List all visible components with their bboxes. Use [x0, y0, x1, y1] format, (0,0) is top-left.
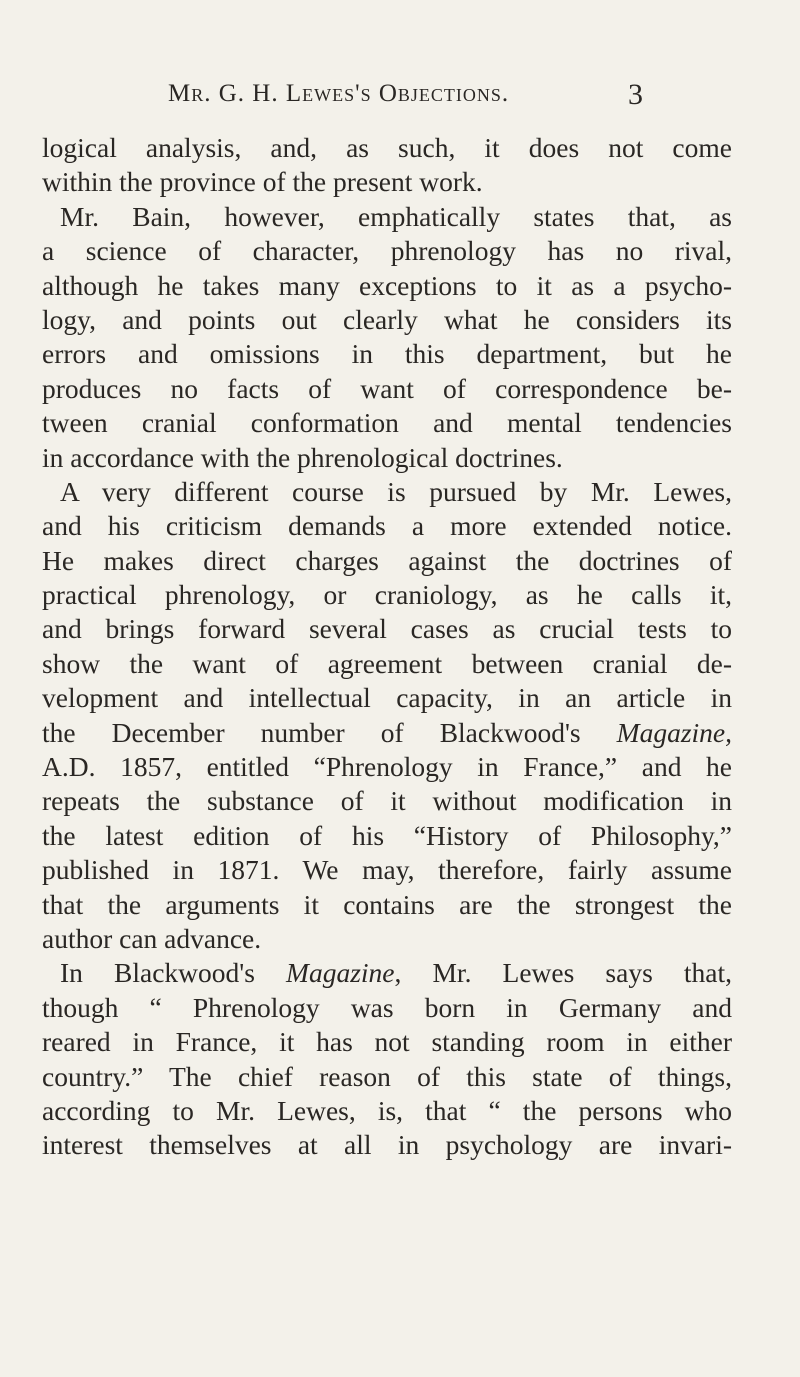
text-line: interest themselves at all in psychology are invari-	[42, 1129, 732, 1161]
text-line: logical analysis, and, as such, it does not come	[42, 132, 732, 163]
text-line: repeats the substance of it without modification in	[42, 785, 732, 817]
text-line: errors and omissions in this department, but he	[42, 338, 732, 370]
text-line: A very different course is pursued by Mr. Lewes,	[60, 475, 732, 507]
text-segment: In Blackwood's	[60, 957, 287, 989]
text-line: tween cranial conformation and mental tendencies	[42, 407, 732, 439]
text-segment: the December number of Blackwood's	[42, 716, 617, 748]
italic-title: Magazine,	[616, 716, 732, 748]
text-line: within the province of the present work.	[42, 166, 483, 198]
text-line	[42, 956, 732, 990]
text-line: He makes direct charges against the doctrines of	[42, 544, 732, 576]
italic-title: Magazine	[286, 957, 395, 989]
text-line: published in 1871. We may, therefore, fairly assume	[42, 854, 732, 886]
running-head	[0, 80, 800, 120]
text-line: produces no facts of want of correspondence be-	[42, 372, 732, 404]
text-line: and brings forward several cases as crucial tests to	[42, 613, 732, 645]
text-line: though “ Phrenology was born in Germany and	[42, 991, 732, 1023]
text-segment: , Mr. Lewes says that,	[394, 957, 732, 989]
era-abbreviation: A.D.	[42, 751, 96, 783]
text-line: reared in France, it has not standing room in either	[42, 1026, 732, 1058]
text-line: a science of character, phrenology has no rival,	[42, 235, 732, 267]
body-text	[42, 131, 732, 1163]
text-line: according to Mr. Lewes, is, that “ the persons who	[42, 1094, 732, 1126]
text-line: in accordance with the phrenological doctrines.	[42, 441, 563, 473]
text-line: velopment and intellectual capacity, in an article in	[42, 682, 732, 714]
text-line: Mr. Bain, however, emphatically states that, as	[60, 200, 732, 232]
text-line	[42, 716, 732, 750]
text-segment: 1857, entitled “Phrenology in France,” and he	[120, 751, 732, 783]
text-line: country.” The chief reason of this state of things,	[42, 1060, 732, 1092]
text-line: logy, and points out clearly what he considers its	[42, 303, 732, 335]
text-line: the latest edition of his “History of Philosophy,”	[42, 819, 732, 851]
text-line: that the arguments it contains are the strongest the	[42, 888, 732, 920]
text-line: although he takes many exceptions to it as a psycho-	[42, 269, 732, 301]
page-number: 3	[628, 78, 643, 111]
text-line: and his criticism demands a more extended notice.	[42, 510, 732, 542]
text-line: practical phrenology, or craniology, as he calls it,	[42, 579, 732, 611]
text-line: author can advance.	[42, 922, 262, 954]
text-line	[42, 750, 732, 784]
text-line: show the want of agreement between cranial de-	[42, 647, 732, 679]
running-title: Mr. G. H. Lewes's Objections.	[168, 80, 510, 107]
